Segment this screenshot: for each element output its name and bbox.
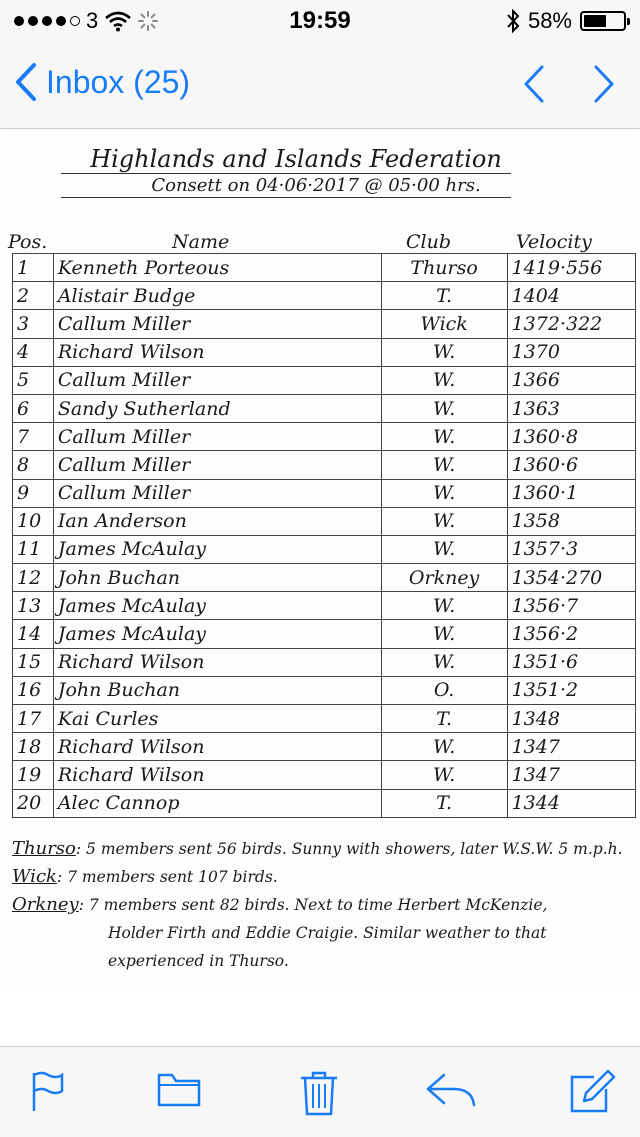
column-header-name: Name [172,231,230,253]
mail-toolbar [0,1046,640,1137]
previous-message-icon[interactable] [522,64,546,104]
table-row [13,789,636,817]
battery-level [584,15,606,27]
results-document-image [6,129,634,989]
result-velocity: 1351·6 [507,648,635,676]
chevron-left-icon [14,62,38,102]
result-name: James McAulay [53,535,381,563]
table-row [13,394,636,422]
table-row [13,366,636,394]
message-navigation [522,64,616,104]
result-position: 8 [13,451,54,479]
note-wick-text: : 7 members sent 107 birds. [56,868,278,886]
result-velocity: 1358 [507,507,635,535]
result-club: Thurso [381,254,507,282]
table-row [13,733,636,761]
result-name: Alistair Budge [53,282,381,310]
battery-icon [580,11,626,31]
table-row [13,479,636,507]
result-name: John Buchan [53,676,381,704]
result-velocity: 1348 [507,705,635,733]
result-name: Sandy Sutherland [53,394,381,422]
clock: 19:59 [289,7,351,34]
table-row [13,282,636,310]
result-name: Kai Curles [53,705,381,733]
result-position: 1 [13,254,54,282]
result-position: 15 [13,648,54,676]
result-position: 20 [13,789,54,817]
result-name: Callum Miller [53,451,381,479]
result-velocity: 1372·322 [507,310,635,338]
document-subtitle: Consett on 04·06·2017 @ 05·00 hrs. [151,175,481,196]
subtitle-underline [61,197,511,198]
note-orkney-label: Orkney [12,894,79,915]
result-name: James McAulay [53,592,381,620]
bluetooth-icon [506,9,520,33]
table-row [13,648,636,676]
result-velocity: 1344 [507,789,635,817]
result-position: 12 [13,564,54,592]
result-club: Orkney [381,564,507,592]
result-velocity: 1360·1 [507,479,635,507]
note-orkney-text-1: : 7 members sent 82 birds. Next to time Herbert McKenzie, [78,896,548,914]
table-row [13,564,636,592]
result-club: W. [381,394,507,422]
result-club: W. [381,733,507,761]
result-club: T. [381,282,507,310]
table-row [13,592,636,620]
result-name: Callum Miller [53,310,381,338]
result-club: W. [381,648,507,676]
result-position: 9 [13,479,54,507]
note-wick-label: Wick [12,866,57,887]
result-position: 6 [13,394,54,422]
carrier-label: 3 [86,8,99,33]
result-position: 10 [13,507,54,535]
table-row [13,507,636,535]
result-club: W. [381,338,507,366]
result-position: 19 [13,761,54,789]
result-name: Richard Wilson [53,761,381,789]
result-club: W. [381,423,507,451]
table-row [13,535,636,563]
result-velocity: 1366 [507,366,635,394]
document-title: Highlands and Islands Federation [90,145,502,173]
column-header-pos: Pos. [8,231,48,253]
result-position: 14 [13,620,54,648]
result-club: O. [381,676,507,704]
note-thurso [12,835,632,863]
result-club: W. [381,592,507,620]
back-label: Inbox (25) [46,63,191,100]
table-row [13,310,636,338]
result-position: 7 [13,423,54,451]
result-club: W. [381,620,507,648]
back-to-inbox-button[interactable] [14,62,190,102]
result-velocity: 1357·3 [507,535,635,563]
result-name: Ian Anderson [53,507,381,535]
flag-icon[interactable] [28,1069,68,1113]
note-thurso-text: : 5 members sent 56 birds. Sunny with showers, later W.S.W. 5 m.p.h. [75,840,623,858]
note-thurso-label: Thurso [12,838,76,859]
message-body[interactable] [0,129,640,1045]
folder-icon[interactable] [156,1069,202,1109]
result-position: 5 [13,366,54,394]
result-velocity: 1370 [507,338,635,366]
result-velocity: 1351·2 [507,676,635,704]
note-wick [12,863,632,891]
note-orkney-line-3: experienced in Thurso. [108,952,289,970]
result-club: W. [381,761,507,789]
next-message-icon[interactable] [592,64,616,104]
result-name: Callum Miller [53,423,381,451]
result-position: 13 [13,592,54,620]
result-velocity: 1356·2 [507,620,635,648]
table-row [13,705,636,733]
result-club: T. [381,705,507,733]
result-name: John Buchan [53,564,381,592]
result-club: W. [381,451,507,479]
result-position: 3 [13,310,54,338]
title-underline [61,173,511,174]
results-table [12,253,636,818]
result-velocity: 1404 [507,282,635,310]
table-row [13,620,636,648]
status-bar [0,0,640,40]
result-velocity: 1356·7 [507,592,635,620]
result-club: W. [381,535,507,563]
result-velocity: 1419·556 [507,254,635,282]
note-orkney-line-2: Holder Firth and Eddie Craigie. Similar weather to that [108,924,547,942]
result-position: 17 [13,705,54,733]
result-position: 4 [13,338,54,366]
result-name: Richard Wilson [53,648,381,676]
compose-icon[interactable] [568,1069,616,1115]
result-club: W. [381,507,507,535]
battery-group [506,8,626,34]
result-position: 11 [13,535,54,563]
table-row [13,451,636,479]
result-name: Richard Wilson [53,338,381,366]
navigation-bar [0,40,640,129]
result-club: W. [381,479,507,507]
column-header-velocity: Velocity [516,231,592,253]
result-club: W. [381,366,507,394]
result-name: Kenneth Porteous [53,254,381,282]
reply-icon[interactable] [424,1069,478,1109]
result-name: James McAulay [53,620,381,648]
table-row [13,761,636,789]
result-velocity: 1347 [507,761,635,789]
table-row [13,338,636,366]
result-position: 16 [13,676,54,704]
result-club: T. [381,789,507,817]
result-velocity: 1360·8 [507,423,635,451]
club-notes [12,835,632,975]
result-velocity: 1360·6 [507,451,635,479]
table-row [13,423,636,451]
result-position: 2 [13,282,54,310]
table-row [13,676,636,704]
table-row [13,254,636,282]
result-velocity: 1347 [507,733,635,761]
result-position: 18 [13,733,54,761]
result-name: Alec Cannop [53,789,381,817]
note-orkney [12,891,632,919]
result-name: Callum Miller [53,479,381,507]
result-name: Richard Wilson [53,733,381,761]
result-velocity: 1363 [507,394,635,422]
column-header-club: Club [406,231,452,253]
trash-icon[interactable] [298,1069,340,1117]
result-club: Wick [381,310,507,338]
result-name: Callum Miller [53,366,381,394]
battery-percent: 58% [527,8,572,33]
result-velocity: 1354·270 [507,564,635,592]
